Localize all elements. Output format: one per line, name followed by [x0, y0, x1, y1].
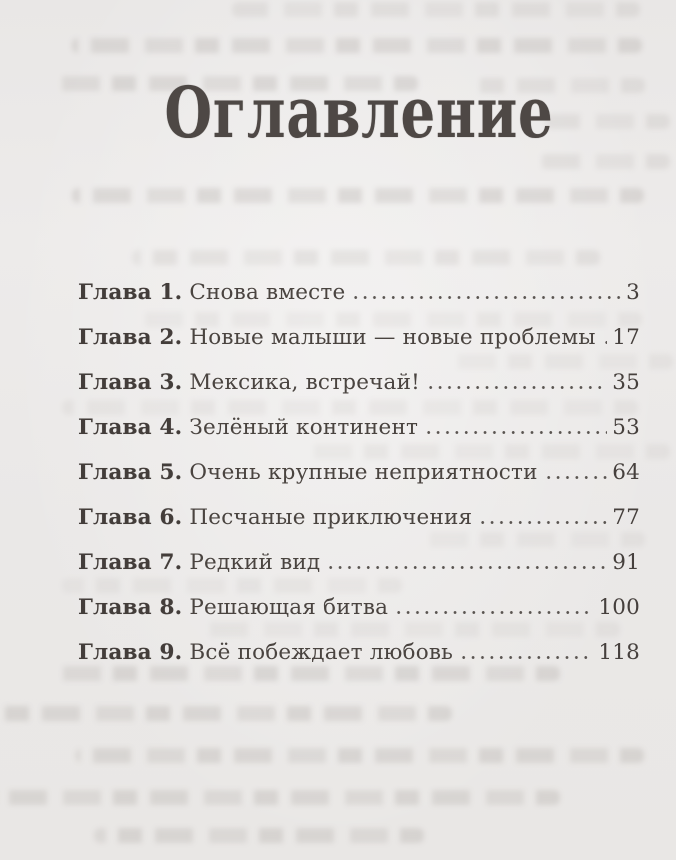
dot-leader	[351, 296, 621, 299]
dot-leader	[459, 656, 593, 659]
chapter-label: Глава 2.	[78, 325, 183, 350]
chapter-title: Песчаные приключения	[189, 505, 473, 530]
dot-leader	[394, 611, 593, 614]
chapter-title: Снова вместе	[189, 280, 346, 305]
page-number: 100	[598, 595, 640, 620]
toc-row	[78, 326, 640, 350]
chapter-title: Решающая битва	[189, 595, 389, 620]
page-number: 53	[612, 415, 640, 440]
toc-title: Оглавление	[164, 71, 554, 154]
toc-row	[78, 416, 640, 440]
page-content	[78, 0, 640, 860]
chapter-title: Новые малыши — новые проблемы	[189, 325, 596, 350]
page-number: 118	[598, 640, 640, 665]
chapter-title: Мексика, встречай!	[189, 370, 420, 395]
toc-list	[78, 281, 640, 665]
chapter-label: Глава 6.	[78, 505, 183, 530]
toc-row	[78, 551, 640, 575]
dot-leader	[426, 386, 607, 389]
chapter-label: Глава 4.	[78, 415, 183, 440]
chapter-title: Очень крупные неприятности	[189, 460, 538, 485]
dot-leader	[544, 476, 608, 479]
page-number: 17	[612, 325, 640, 350]
toc-row	[78, 641, 640, 665]
page-number: 64	[612, 460, 640, 485]
chapter-label: Глава 8.	[78, 595, 183, 620]
page-number: 91	[612, 550, 640, 575]
toc-row	[78, 371, 640, 395]
chapter-label: Глава 7.	[78, 550, 183, 575]
dot-leader	[326, 566, 607, 569]
toc-row	[78, 281, 640, 305]
page-number: 77	[612, 505, 640, 530]
dot-leader	[424, 431, 607, 434]
dot-leader	[478, 521, 607, 524]
chapter-title: Всё побеждает любовь	[189, 640, 454, 665]
toc-row	[78, 596, 640, 620]
toc-row	[78, 506, 640, 530]
chapter-title: Зелёный континент	[189, 415, 419, 440]
chapter-title: Редкий вид	[189, 550, 321, 575]
chapter-label: Глава 5.	[78, 460, 183, 485]
dot-leader	[602, 341, 608, 344]
toc-row	[78, 461, 640, 485]
chapter-label: Глава 3.	[78, 370, 183, 395]
page-number: 3	[626, 280, 640, 305]
chapter-label: Глава 1.	[78, 280, 183, 305]
page-number: 35	[612, 370, 640, 395]
chapter-label: Глава 9.	[78, 640, 183, 665]
